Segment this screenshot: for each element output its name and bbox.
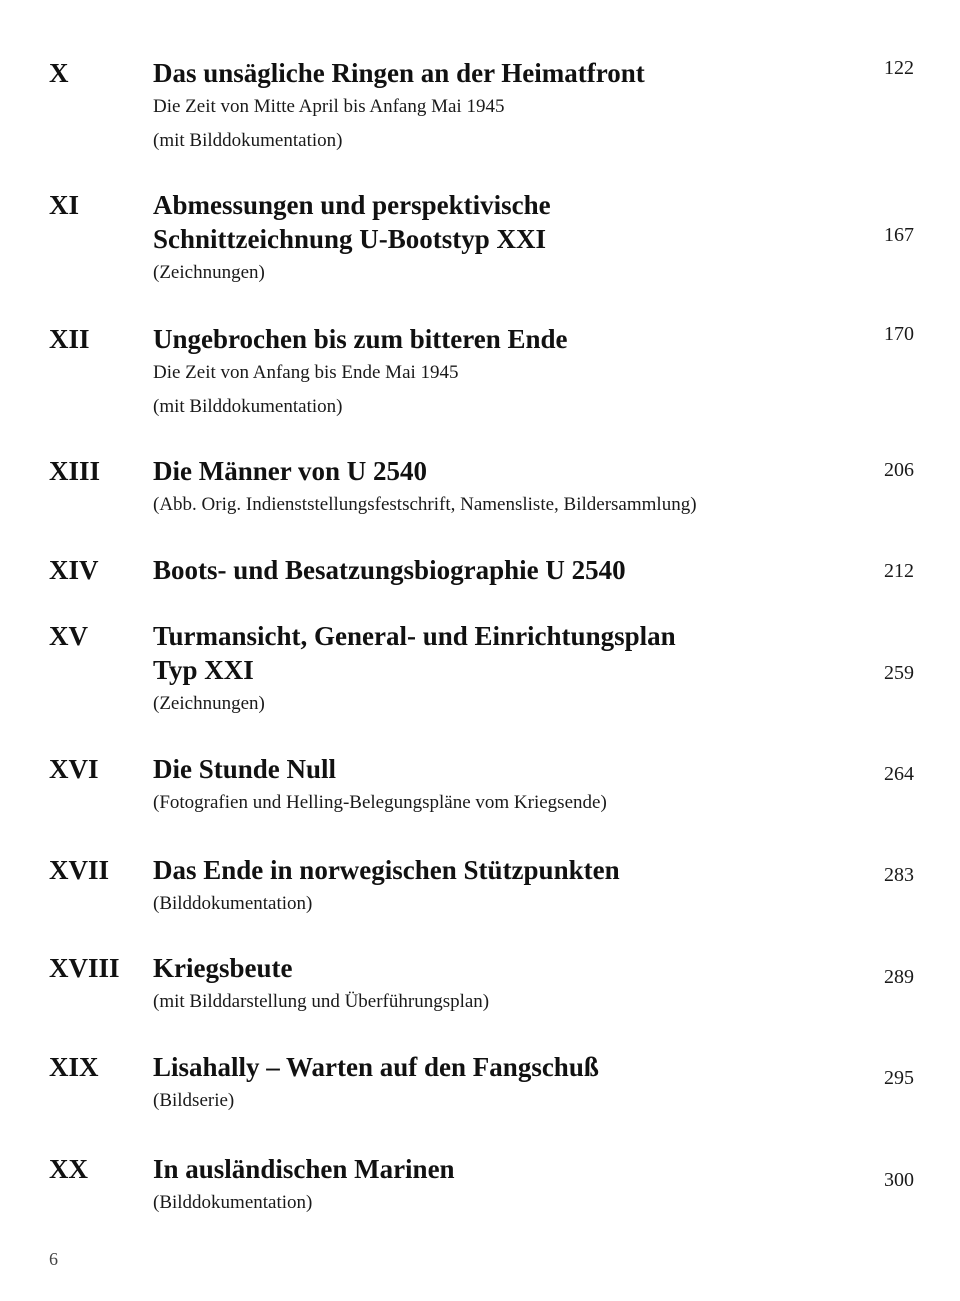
chapter-numeral: XX	[49, 1154, 88, 1184]
chapter-numeral: XVI	[49, 754, 99, 784]
chapter-subtitle: (Bilddokumentation)	[153, 893, 313, 914]
chapter-body	[153, 454, 843, 522]
page-number: 264	[884, 763, 914, 785]
chapter-subtitle: (mit Bilddokumentation)	[153, 130, 343, 151]
chapter-body	[153, 1152, 843, 1220]
chapter-numeral: X	[49, 58, 69, 88]
chapter-numeral: XVII	[49, 855, 110, 885]
chapter-subtitle: Die Zeit von Anfang bis Ende Mai 1945	[153, 362, 459, 383]
chapter-numeral: XV	[49, 621, 88, 651]
chapter-subtitle: (Abb. Orig. Indienststellungsfestschrift, Namensliste, Bildersammlung)	[153, 494, 697, 515]
chapter-title: Abmessungen und perspektivische	[153, 190, 551, 220]
page-number: 167	[884, 224, 914, 246]
chapter-body	[153, 619, 843, 721]
page-number: 170	[884, 323, 914, 345]
page-number: 300	[884, 1169, 914, 1191]
chapter-body	[153, 853, 843, 921]
chapter-title: Ungebrochen bis zum bitteren Ende	[153, 324, 568, 354]
chapter-body	[153, 322, 843, 424]
chapter-body	[153, 56, 843, 158]
folio-page-number: 6	[49, 1249, 58, 1269]
chapter-body	[153, 188, 843, 290]
chapter-subtitle: (mit Bilddarstellung und Überführungsplan)	[153, 991, 490, 1012]
chapter-title-line-2: Schnittzeichnung U-Bootstyp XXI	[153, 224, 547, 254]
page-number: 206	[884, 459, 914, 481]
chapter-subtitle: (Zeichnungen)	[153, 262, 265, 283]
chapter-body	[153, 553, 843, 587]
chapter-title: Das unsägliche Ringen an der Heimatfront	[153, 58, 645, 88]
chapter-title: Kriegsbeute	[153, 953, 293, 983]
chapter-title: Lisahally – Warten auf den Fangschuß	[153, 1052, 599, 1082]
page-number: 122	[884, 57, 914, 79]
chapter-body	[153, 951, 843, 1019]
page-number: 259	[884, 662, 914, 684]
chapter-numeral: XVIII	[49, 953, 120, 983]
chapter-title: Turmansicht, General- und Einrichtungsplan	[153, 621, 676, 651]
chapter-subtitle: (Bildserie)	[153, 1090, 235, 1111]
chapter-body	[153, 1050, 843, 1118]
chapter-subtitle: Die Zeit von Mitte April bis Anfang Mai 1945	[153, 96, 505, 117]
page-number: 212	[884, 560, 914, 582]
page-number: 283	[884, 864, 914, 886]
chapter-numeral: XIX	[49, 1052, 99, 1082]
page-number: 295	[884, 1067, 914, 1089]
chapter-subtitle: (mit Bilddokumentation)	[153, 396, 343, 417]
chapter-body	[153, 752, 843, 820]
chapter-subtitle: (Bilddokumentation)	[153, 1192, 313, 1213]
chapter-title: Die Stunde Null	[153, 754, 337, 784]
chapter-title: Die Männer von U 2540	[153, 456, 427, 486]
page-number: 289	[884, 966, 914, 988]
chapter-numeral: XIII	[49, 456, 101, 486]
chapter-title: Boots- und Besatzungsbiographie U 2540	[153, 555, 626, 585]
chapter-numeral: XIV	[49, 555, 99, 585]
chapter-numeral: XI	[49, 190, 80, 220]
chapter-title: Das Ende in norwegischen Stützpunkten	[153, 855, 620, 885]
chapter-title: In ausländischen Marinen	[153, 1154, 455, 1184]
chapter-numeral: XII	[49, 324, 90, 354]
chapter-subtitle: (Zeichnungen)	[153, 693, 265, 714]
chapter-subtitle: (Fotografien und Helling-Belegungspläne vom Kriegsende)	[153, 792, 607, 813]
chapter-title-line-2: Typ XXI	[153, 655, 254, 685]
